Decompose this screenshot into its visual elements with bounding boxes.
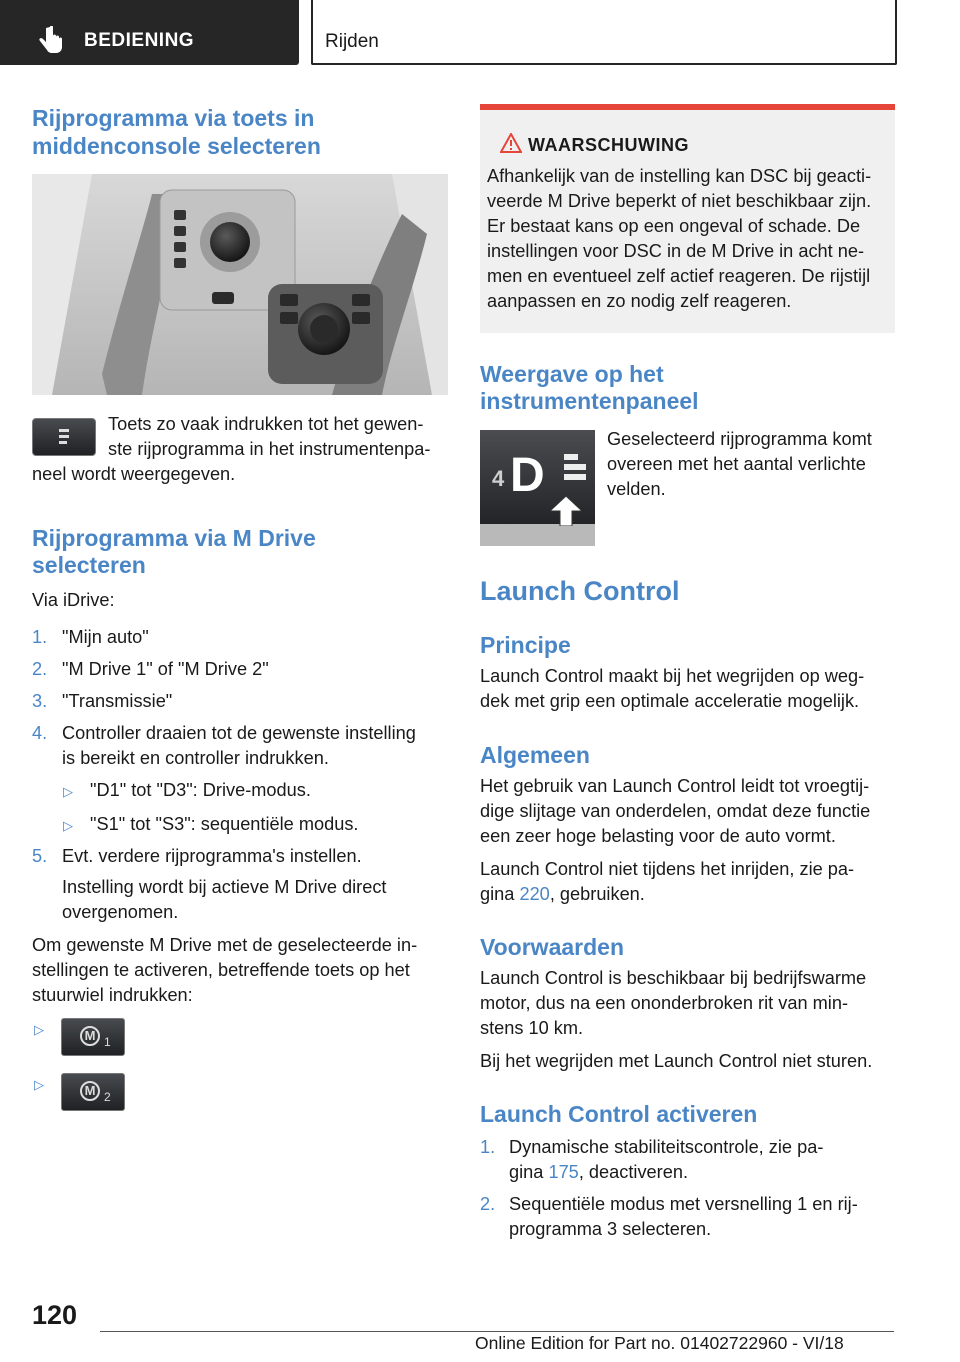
heading-midconsole: Rijprogramma via toets in middenconsole selecteren bbox=[32, 105, 321, 159]
act-step2-line2: programma 3 selecteren. bbox=[509, 1219, 712, 1239]
page-link-175[interactable]: 175 bbox=[548, 1162, 579, 1182]
weergave-line: overeen met het aantal verlichte bbox=[607, 454, 866, 474]
act-step2-line1: Sequentiële modus met versnelling 1 en rij‐ bbox=[509, 1194, 858, 1214]
arrow-up-icon bbox=[550, 496, 582, 526]
bullet-triangle-icon: ▷ bbox=[34, 1022, 44, 1037]
warning-line: men en eventueel zelf actief reageren. De rijstijl bbox=[487, 266, 871, 286]
section-title: Rijden bbox=[325, 31, 379, 52]
heading-mdrive-line1: Rijprogramma via M Drive bbox=[32, 525, 316, 551]
step-text: "Transmissie" bbox=[62, 691, 173, 711]
toets-text-line2: ste rijprogramma in het instrumentenpa‐ bbox=[108, 439, 431, 459]
principe-line: dek met grip een optimale acceleratie mogelijk. bbox=[480, 691, 860, 711]
step-text: Evt. verdere rijprogramma's instellen. bbox=[62, 846, 362, 866]
chapter-tab bbox=[0, 0, 299, 65]
voorwaarden-line: motor, dus na een ononderbroken rit van min‐ bbox=[480, 993, 849, 1013]
voorwaarden-line: Launch Control is beschikbaar bij bedrijfswarme bbox=[480, 968, 867, 988]
instrument-display-image bbox=[480, 430, 595, 546]
toets-text-line1: Toets zo vaak indrukken tot het gewen‐ bbox=[108, 414, 424, 434]
step-text: "M Drive 1" of "M Drive 2" bbox=[62, 659, 269, 679]
program-bars-icon bbox=[33, 419, 95, 455]
m2-button-image bbox=[61, 1073, 125, 1111]
display-gear-letter: D bbox=[510, 449, 545, 502]
principe-line: Launch Control maakt bij het wegrijden op weg‐ bbox=[480, 666, 865, 686]
warning-line: veerde M Drive beperkt of niet beschikbaar zijn. bbox=[487, 191, 872, 211]
step-number: 2. bbox=[480, 1194, 496, 1214]
paragraph-line1: Om gewenste M Drive met de geselecteerde in‐ bbox=[32, 935, 418, 955]
text: , gebruiken. bbox=[549, 884, 645, 904]
step-number: 1. bbox=[32, 627, 48, 647]
step-number: 1. bbox=[480, 1137, 496, 1157]
warning-line: instellingen voor DSC in de M Drive in acht ne‐ bbox=[487, 241, 865, 261]
console-illustration bbox=[32, 174, 448, 395]
display-gear-number: 4 bbox=[492, 466, 505, 491]
step5-note-line1: Instelling wordt bij actieve M Drive direct bbox=[62, 877, 387, 897]
m1-sub: 1 bbox=[104, 1035, 111, 1049]
program-bars-icon bbox=[562, 450, 588, 484]
step-text: "Mijn auto" bbox=[62, 627, 149, 647]
display-bottom-strip bbox=[480, 524, 595, 546]
heading-principe: Principe bbox=[480, 632, 571, 658]
hand-pointer-icon bbox=[38, 26, 64, 56]
program-button-image bbox=[32, 418, 96, 456]
bullet-triangle-icon: ▷ bbox=[63, 818, 73, 833]
algemeen-line: Het gebruik van Launch Control leidt tot vroegtij‐ bbox=[480, 776, 870, 796]
section-frame bbox=[311, 0, 897, 65]
text: , deactiveren. bbox=[578, 1162, 688, 1182]
warning-title: WAARSCHUWING bbox=[528, 135, 689, 155]
bullet-triangle-icon: ▷ bbox=[63, 784, 73, 799]
heading-launch-control: Launch Control bbox=[480, 576, 680, 606]
center-console-photo bbox=[32, 174, 448, 395]
sub-step-text: "S1" tot "S3": sequentiële modus. bbox=[90, 814, 359, 834]
footer-rule bbox=[100, 1331, 894, 1332]
page-number: 120 bbox=[32, 1300, 78, 1330]
weergave-line: velden. bbox=[607, 479, 666, 499]
m1-label: M bbox=[80, 1026, 100, 1046]
warning-line: Er bestaat kans op een ongeval of schade. De bbox=[487, 216, 861, 236]
chapter-title: BEDIENING bbox=[84, 30, 195, 51]
algemeen-line: een zeer hoge belasting voor de auto vormt. bbox=[480, 826, 836, 846]
m2-sub: 2 bbox=[104, 1090, 111, 1104]
warning-line: aanpassen en zo nodig zelf reageren. bbox=[487, 291, 792, 311]
weergave-line: Geselecteerd rijprogramma komt bbox=[607, 429, 872, 449]
step-number: 4. bbox=[32, 723, 48, 743]
heading-activeren: Launch Control activeren bbox=[480, 1101, 758, 1127]
m1-button-image bbox=[61, 1018, 125, 1056]
heading-weergave-line2: instrumentenpaneel bbox=[480, 388, 699, 414]
act-step1-line1: Dynamische stabiliteitscontrole, zie pa‐ bbox=[509, 1137, 824, 1157]
step-number: 2. bbox=[32, 659, 48, 679]
step5-note-line2: overgenomen. bbox=[62, 902, 179, 922]
page-link-220[interactable]: 220 bbox=[519, 884, 550, 904]
paragraph-line3: stuurwiel indrukken: bbox=[32, 985, 193, 1005]
footer-edition: Online Edition for Part no. 01402722960 - VI/18 bbox=[475, 1333, 844, 1353]
algemeen-2-line1: Launch Control niet tijdens het inrijden, zie pa‐ bbox=[480, 859, 855, 879]
heading-mdrive-line2: selecteren bbox=[32, 552, 146, 578]
sub-step-text: "D1" tot "D3": Drive-modus. bbox=[90, 780, 311, 800]
algemeen-line: dige slijtage van onderdelen, omdat deze functie bbox=[480, 801, 871, 821]
algemeen-2-line2 bbox=[480, 882, 645, 908]
heading-algemeen: Algemeen bbox=[480, 742, 590, 768]
text: gina bbox=[480, 884, 520, 904]
m2-label: M bbox=[80, 1081, 100, 1101]
voorwaarden-line: stens 10 km. bbox=[480, 1018, 584, 1038]
step-number: 3. bbox=[32, 691, 48, 711]
bullet-triangle-icon: ▷ bbox=[34, 1077, 44, 1092]
step-text-cont: is bereikt en controller indrukken. bbox=[62, 748, 329, 768]
warning-triangle-icon bbox=[500, 133, 522, 153]
paragraph-line2: stellingen te activeren, betreffende toets op het bbox=[32, 960, 410, 980]
voorwaarden-2: Bij het wegrijden met Launch Control niet sturen. bbox=[480, 1051, 873, 1071]
step-number: 5. bbox=[32, 846, 48, 866]
warning-line: Afhankelijk van de instelling kan DSC bij geacti‐ bbox=[487, 166, 872, 186]
heading-weergave-line1: Weergave op het bbox=[480, 361, 664, 387]
act-step1-line2 bbox=[509, 1160, 688, 1186]
via-idrive: Via iDrive: bbox=[32, 590, 115, 610]
heading-voorwaarden: Voorwaarden bbox=[480, 934, 624, 960]
toets-text-line3: neel wordt weergegeven. bbox=[32, 464, 236, 484]
text: gina bbox=[509, 1162, 549, 1182]
step-text: Controller draaien tot de gewenste instelling bbox=[62, 723, 416, 743]
